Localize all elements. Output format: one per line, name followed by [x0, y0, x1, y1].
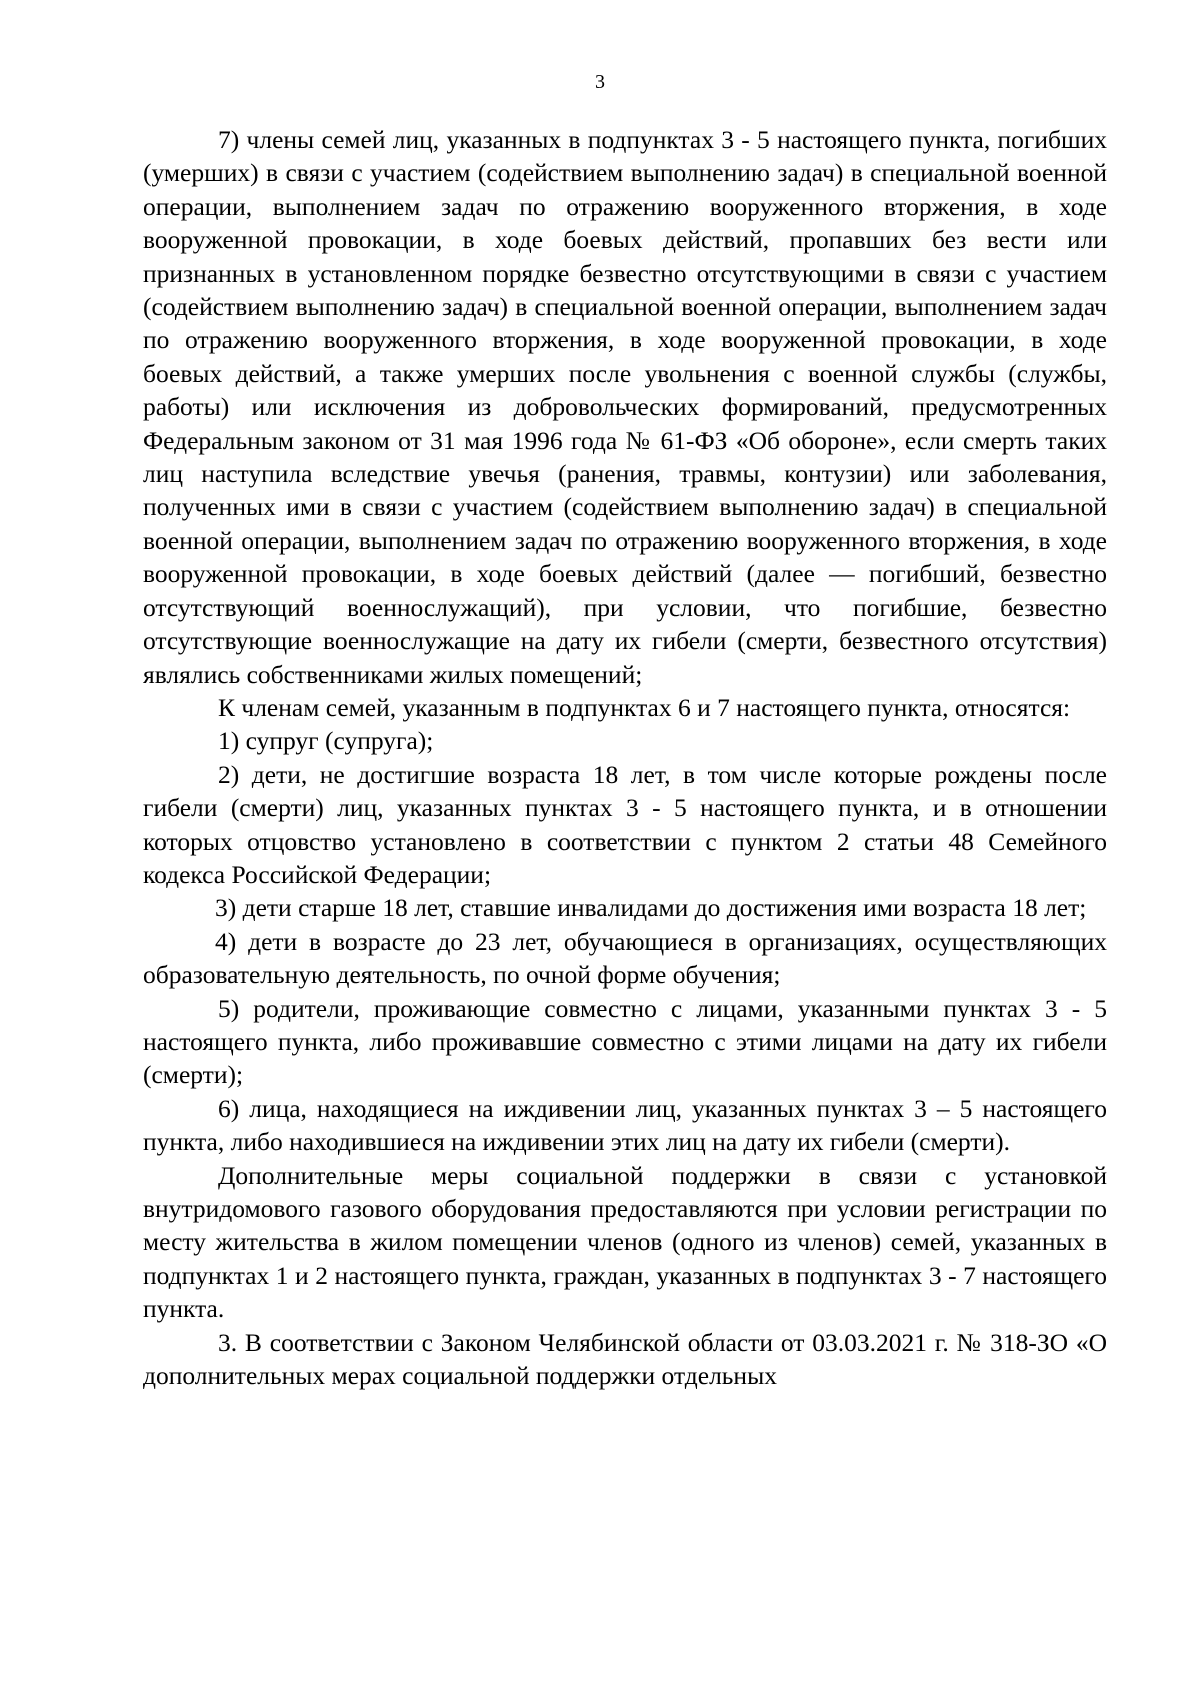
paragraph-family-members-definition: К членам семей, указанным в подпунктах 6 и 7 настоящего пункта, относятся:: [218, 692, 1071, 722]
list-item-children-over-18-disabled: 3) дети старше 18 лет, ставшие инвалидами до достижения ими возраста 18 лет;: [215, 893, 1087, 923]
document-body: [143, 123, 1107, 1392]
list-item-children-under-23-students: 4) дети в возрасте до 23 лет, обучающиеся в организациях, осуществляющих образовательную деятельность, по очной форме обучения;: [143, 926, 1107, 990]
list-item-parents: 5) родители, проживающие совместно с лицами, указанными пунктах 3 - 5 настоящего пункта, либо проживавшие совместно с этими лицами на дату их гибели (смерти);: [143, 993, 1107, 1090]
list-item-spouse: 1) супруг (супруга);: [218, 726, 434, 756]
list-item-children-under-18: 2) дети, не достигшие возраста 18 лет, в том числе которые рождены после гибели (смерти) лиц, указанных пунктах 3 - 5 настоящего пункта, и в отношении которых отцовство установлено в соответствии с пунктом 2 статьи 48 Семейного кодекса Российской Федерации;: [143, 759, 1107, 889]
list-item-dependents: 6) лица, находящиеся на иждивении лиц, указанных пунктах 3 – 5 настоящего пункта, либо находившиеся на иждивении этих лиц на дату их гибели (смерти).: [143, 1093, 1107, 1157]
page-number: 3: [595, 71, 605, 93]
paragraph-additional-measures: Дополнительные меры социальной поддержки в связи с установкой внутридомового газового оборудования предоставляются при условии регистрации по месту жительства в жилом помещении членов (одного из членов) семей, указанных в подпунктах 1 и 2 настоящего пункта, граждан, указанных в подпунктах 3 - 7 настоящего пункта.: [143, 1160, 1107, 1324]
paragraph-item-7-family-members: 7) члены семей лиц, указанных в подпунктах 3 - 5 настоящего пункта, погибших (умерших) в связи с участием (содействием выполнению задач) в специальной военной операции, выполнением задач по отражению вооруженного вторжения, в ходе вооруженной провокации, в ходе боевых действий, пропавших без вести или признанных в установленном порядке безвестно отсутствующими в связи с участием (содействием выполнению задач) в специальной военной операции, выполнением задач по отражению вооруженного вторжения, в ходе вооруженной провокации, в ходе боевых действий, а также умерших после увольнения с военной службы (службы, работы) или исключения из добровольческих формирований, предусмотренных Федеральным законом от 31 мая 1996 года № 61-ФЗ «Об обороне», если смерть таких лиц наступила вследствие увечья (ранения, травмы, контузии) или заболевания, полученных ими в связи с участием (содействием выполнению задач) в специальной военной операции, выполнением задач по отражению вооруженного вторжения, в ходе вооруженной провокации, в ходе боевых действий (далее — погибший, безвестно отсутствующий военнослужащий), при условии, что погибшие, безвестно отсутствующие военнослужащие на дату их гибели (смерти, безвестного отсутствия) являлись собственниками жилых помещений;: [143, 125, 1107, 689]
paragraph-section-3: 3. В соответствии с Законом Челябинской области от 03.03.2021 г. № 318-ЗО «О дополнительных мерах социальной поддержки отдельных: [143, 1327, 1107, 1391]
